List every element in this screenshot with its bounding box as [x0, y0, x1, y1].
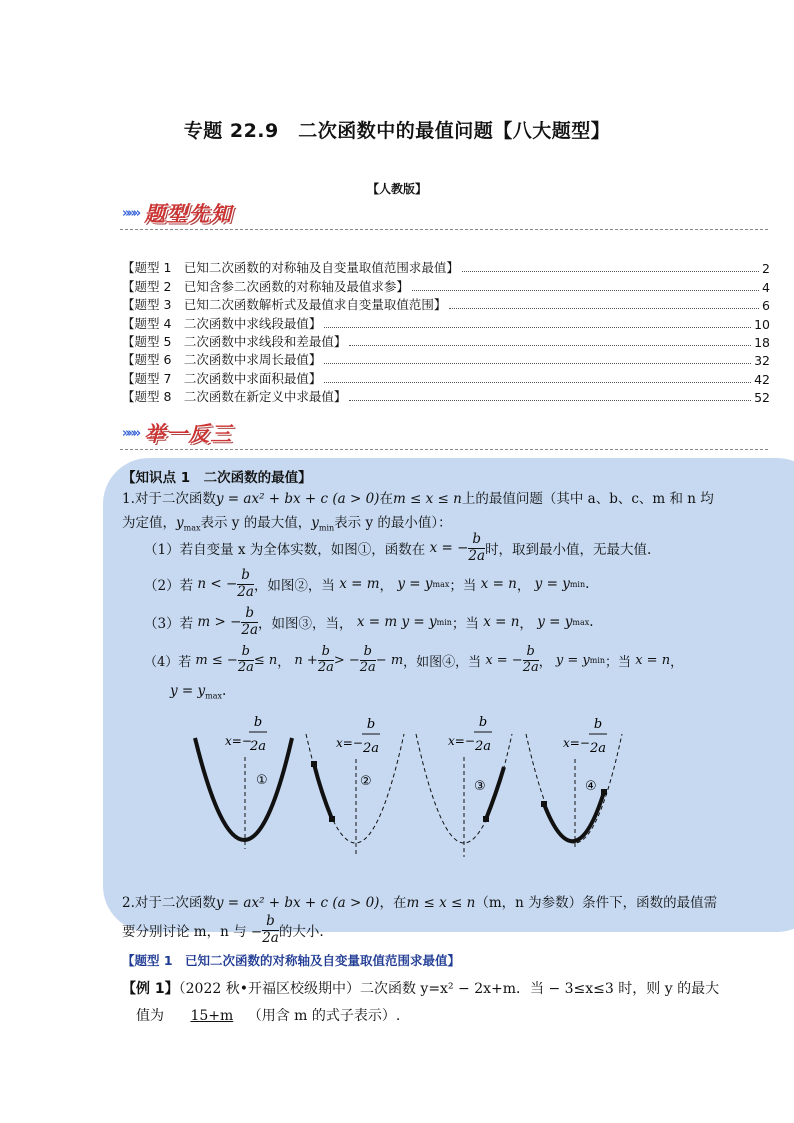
toc-item[interactable] — [122, 368, 770, 386]
toc-item[interactable] — [122, 295, 770, 313]
toc-page-number: 52 — [754, 390, 770, 406]
figure-1 — [195, 715, 292, 849]
parabola-figures — [180, 712, 640, 862]
fraction: $\frac{b}{2a}$ — [317, 643, 334, 675]
case-4-cont: $y = y_{max}$. — [170, 683, 227, 701]
banner-title: 题型先知 — [144, 202, 233, 226]
example-1: 【例 1】（2022 秋•开福区校级期中）二次函数 y=x² − 2x+m．当 − 3≤x≤3 时，则 y 的最大 — [122, 981, 720, 997]
figure-4 — [526, 717, 622, 849]
toc-page-number: 32 — [754, 353, 770, 369]
marker: ② — [360, 774, 372, 789]
toc-item-label: 【题型 2 已知含参二次函数的对称轴及最值求参】 — [122, 278, 409, 294]
toc-item[interactable] — [122, 276, 770, 294]
toc-leader — [324, 382, 751, 383]
toc-leader — [349, 400, 751, 401]
knowledge-paragraph-1b: 为定值，$y_{max}$表示 y 的最大值，$y_{min}$表示 y 的最小值）： — [122, 515, 452, 533]
frac-num: b — [366, 717, 376, 732]
toc-page-number: 10 — [754, 316, 770, 332]
toc-page-number: 18 — [754, 334, 770, 350]
fraction: $\frac{b}{2a}$ — [522, 643, 539, 675]
toc-item-label: 【题型 6 二次函数中求周长最值】 — [122, 352, 322, 368]
fraction: $\frac{b}{2a}$ — [468, 530, 486, 564]
toc-page-number: 42 — [754, 371, 770, 387]
frac-num: b — [593, 717, 603, 732]
marker: ③ — [474, 779, 486, 794]
axis-label: x=− — [563, 736, 590, 750]
marker: ④ — [585, 779, 597, 794]
section-banner-overview — [122, 200, 232, 226]
axis-label: x=− — [336, 736, 363, 750]
arrows-icon: »»» — [122, 205, 139, 221]
knowledge-paragraph-2: 2.对于二次函数y = ax² + bx + c (a > 0)，在m ≤ x ≤ n（m，n 为参数）条件下，函数的最值需 — [122, 895, 718, 911]
toc-page-number: 4 — [762, 279, 770, 295]
toc-item[interactable] — [122, 387, 770, 405]
type-1-heading: 【题型 1 已知二次函数的对称轴及自变量取值范围求最值】 — [122, 953, 461, 968]
frac-num: b — [478, 715, 488, 730]
fraction: $\frac{b}{2a}$ — [262, 912, 279, 946]
toc-item-label: 【题型 7 二次函数中求面积最值】 — [122, 370, 322, 386]
toc-leader — [324, 363, 751, 364]
toc-item-label: 【题型 1 已知二次函数的对称轴及自变量取值范围求最值】 — [122, 260, 459, 276]
fraction: $\frac{b}{2a}$ — [237, 643, 254, 675]
toc-page-number: 6 — [762, 298, 770, 314]
toc-item[interactable] — [122, 350, 770, 368]
frac-num: b — [253, 715, 263, 730]
frac-den: 2a — [474, 739, 492, 754]
divider — [120, 449, 768, 450]
toc-leader — [324, 327, 751, 328]
toc-leader — [462, 271, 759, 272]
frac-den: 2a — [362, 741, 380, 756]
figure-3 — [416, 715, 512, 857]
toc-item-label: 【题型 3 已知二次函数解析式及最值求自变量取值范围】 — [122, 297, 447, 313]
case-3: （3）若 m > − $\frac{b}{2a}$ ，如图③，当， x = m y = y min ；当 x = n ， y = y max . — [144, 604, 594, 638]
toc-item-label: 【题型 5 二次函数中求线段和差最值】 — [122, 333, 347, 349]
figure-2 — [306, 717, 404, 857]
knowledge-paragraph-1: 1.对于二次函数y = ax² + bx + c (a > 0)在m ≤ x ≤ n上的最值问题（其中 a、b、c、m 和 n 均 — [122, 491, 714, 507]
case-1: （1）若自变量 x 为全体实数，如图①，函数在 x = − $\frac{b}{2a}$ 时，取到最小值，无最大值. — [144, 530, 652, 564]
toc-leader — [349, 345, 751, 346]
case-2: （2）若 n < − $\frac{b}{2a}$ ，如图②，当 x = m ， y = y max ；当 x = n ， y = y min . — [144, 566, 590, 600]
toc-item-label: 【题型 4 二次函数中求线段最值】 — [122, 315, 322, 331]
toc-page-number: 2 — [762, 261, 770, 277]
section-banner-examples — [122, 420, 232, 446]
fraction: $\frac{b}{2a}$ — [359, 643, 376, 675]
toc-leader — [412, 290, 759, 291]
toc-item[interactable] — [122, 258, 770, 276]
knowledge-paragraph-2b: 要分别讨论 m，n 与 − $\frac{b}{2a}$ 的大小. — [122, 912, 324, 946]
banner-title: 举一反三 — [144, 422, 233, 446]
arrows-icon: »»» — [122, 425, 139, 441]
frac-den: 2a — [589, 741, 607, 756]
fraction: $\frac{b}{2a}$ — [237, 566, 254, 600]
example-1-answer-line: 值为 15+m （用含 m 的式子表示）. — [136, 1008, 401, 1024]
axis-label: x=− — [448, 734, 475, 748]
axis-label: x=− — [225, 734, 252, 748]
toc-item[interactable] — [122, 332, 770, 350]
toc-item[interactable] — [122, 313, 770, 331]
toc-leader — [449, 308, 759, 309]
divider — [120, 229, 768, 230]
page-title: 专题 22.9 二次函数中的最值问题【八大题型】 — [183, 120, 611, 142]
frac-den: 2a — [249, 739, 267, 754]
knowledge-heading: 【知识点 1 二次函数的最值】 — [122, 470, 312, 486]
case-4: （4）若 m ≤ − $\frac{b}{2a}$ ≤ n ， n + $\frac{b}{2a}$ > − $\frac{b}{2a}$ − m ，如图④，当 x = − $\frac{b}{2a}$ ， y = y min ；当 x = n ， — [144, 643, 684, 675]
edition-label: 【人教版】 — [366, 182, 427, 196]
table-of-contents — [122, 258, 770, 405]
marker: ① — [256, 773, 268, 788]
fraction: $\frac{b}{2a}$ — [241, 604, 259, 638]
answer-blank: 15+m — [190, 1008, 234, 1024]
toc-item-label: 【题型 8 二次函数在新定义中求最值】 — [122, 389, 347, 405]
